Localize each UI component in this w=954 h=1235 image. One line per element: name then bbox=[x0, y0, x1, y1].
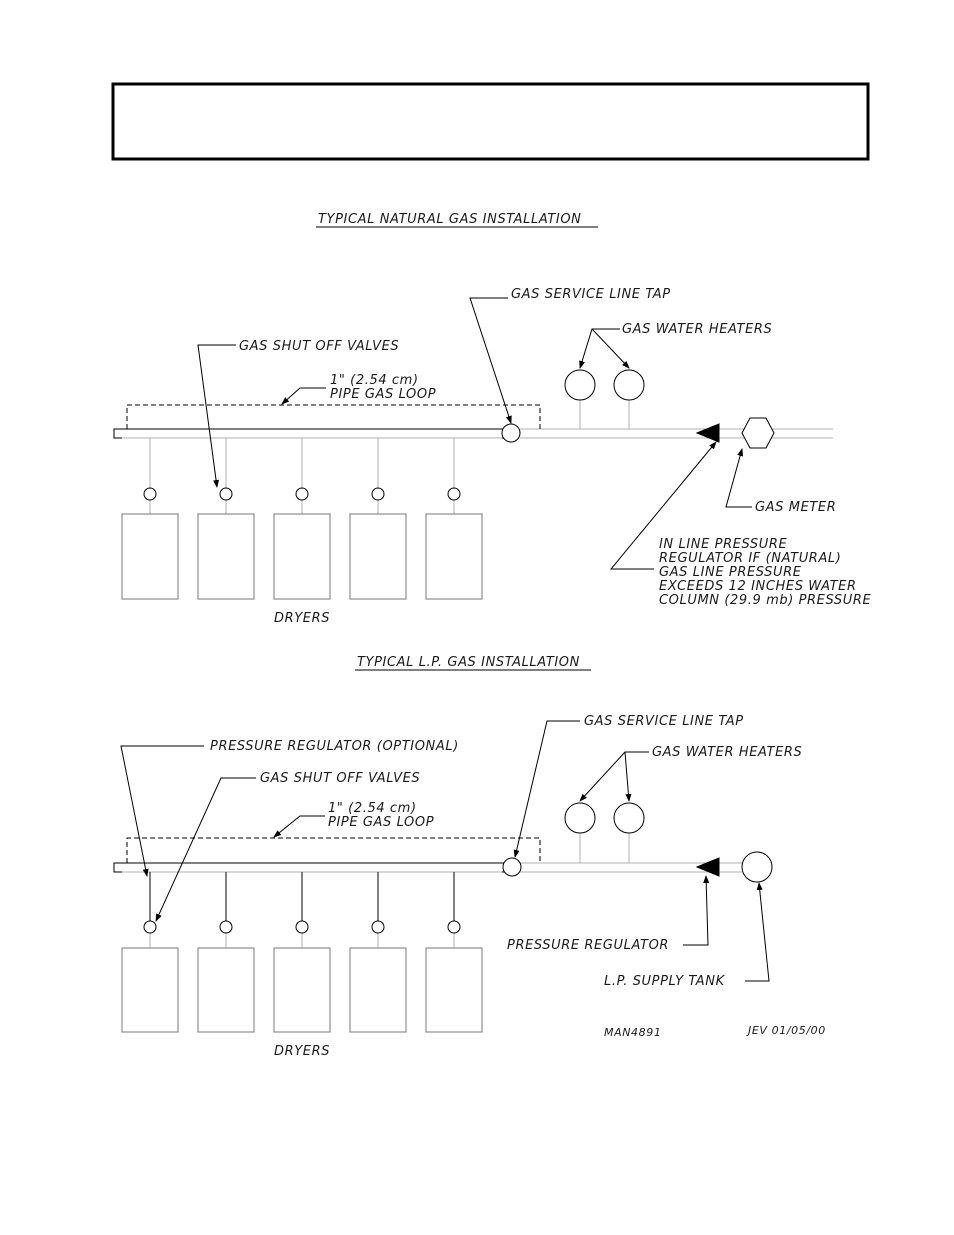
lp-pressure-reg-optional-leader bbox=[121, 746, 204, 876]
natural-shutoff-valve bbox=[220, 488, 232, 500]
lp-dryer bbox=[122, 948, 178, 1032]
natural-water-heater-2 bbox=[614, 370, 644, 400]
natural-water-heaters-label: GAS WATER HEATERS bbox=[622, 322, 773, 337]
lp-pressure-regulator bbox=[697, 858, 719, 876]
lp-dryer bbox=[274, 948, 330, 1032]
lp-dryer bbox=[426, 948, 482, 1032]
natural-gas-title: TYPICAL NATURAL GAS INSTALLATION bbox=[318, 212, 582, 227]
lp-dryer bbox=[350, 948, 406, 1032]
lp-heaters-leader-2 bbox=[625, 752, 629, 801]
natural-gas-section bbox=[114, 212, 871, 626]
natural-heaters-leader-1 bbox=[580, 329, 620, 368]
natural-service-tap-label: GAS SERVICE LINE TAP bbox=[511, 287, 671, 302]
natural-regulator-note-line: EXCEEDS 12 INCHES WATER bbox=[659, 579, 857, 594]
natural-water-heater-1 bbox=[565, 370, 595, 400]
lp-dryer bbox=[198, 948, 254, 1032]
lp-gas-title: TYPICAL L.P. GAS INSTALLATION bbox=[357, 655, 580, 670]
natural-regulator-note-line: GAS LINE PRESSURE bbox=[659, 565, 802, 580]
lp-pressure-reg-label: PRESSURE REGULATOR bbox=[507, 938, 670, 953]
natural-shutoff-valve bbox=[144, 488, 156, 500]
lp-service-tap-leader bbox=[515, 721, 580, 857]
lp-water-heater-1 bbox=[565, 803, 595, 833]
natural-pipe-size-label: 1" (2.54 cm) bbox=[330, 373, 419, 388]
lp-pressure-reg-leader bbox=[683, 876, 708, 945]
lp-pipe-loop-dashed bbox=[127, 838, 540, 863]
lp-service-tap-label: GAS SERVICE LINE TAP bbox=[584, 714, 744, 729]
natural-shutoff-valve bbox=[372, 488, 384, 500]
lp-supply-tank bbox=[742, 852, 772, 882]
lp-heaters-leader-1 bbox=[580, 752, 649, 801]
natural-regulator-note-line: COLUMN (29.9 mb) PRESSURE bbox=[659, 593, 872, 608]
natural-regulator-note-line: REGULATOR IF (NATURAL) bbox=[659, 551, 842, 566]
lp-supply-tank-leader bbox=[745, 883, 769, 981]
natural-dryer bbox=[274, 514, 330, 599]
lp-shutoff-valve bbox=[372, 921, 384, 933]
natural-dryer bbox=[350, 514, 406, 599]
lp-supply-tank-label: L.P. SUPPLY TANK bbox=[604, 974, 725, 989]
natural-shutoff-valve bbox=[296, 488, 308, 500]
natural-pipe-loop-label: PIPE GAS LOOP bbox=[330, 387, 437, 402]
natural-regulator-note-line: IN LINE PRESSURE bbox=[659, 537, 788, 552]
lp-shutoff-valve bbox=[296, 921, 308, 933]
natural-pipe-loop-dashed bbox=[127, 405, 540, 429]
natural-main-pipe bbox=[114, 429, 504, 438]
natural-dryers bbox=[122, 438, 482, 599]
header-frame bbox=[113, 84, 868, 159]
drawing-number: MAN4891 bbox=[604, 1026, 662, 1039]
natural-shutoff-valves-label: GAS SHUT OFF VALVES bbox=[239, 339, 400, 354]
lp-loop-leader bbox=[274, 816, 325, 837]
lp-service-tap bbox=[503, 858, 521, 876]
lp-shutoff-valves-label: GAS SHUT OFF VALVES bbox=[260, 771, 421, 786]
natural-shutoff-valve bbox=[448, 488, 460, 500]
lp-dryers-label: DRYERS bbox=[274, 1044, 331, 1059]
lp-water-heater-2 bbox=[614, 803, 644, 833]
lp-pressure-reg-optional-label: PRESSURE REGULATOR (OPTIONAL) bbox=[210, 739, 459, 754]
lp-shutoff-valve bbox=[144, 921, 156, 933]
lp-shutoff-valve bbox=[220, 921, 232, 933]
natural-dryer bbox=[122, 514, 178, 599]
lp-pipe-loop-label: PIPE GAS LOOP bbox=[328, 815, 435, 830]
lp-shutoff-leader bbox=[156, 778, 256, 921]
natural-gas-meter bbox=[742, 418, 774, 448]
natural-dryer bbox=[198, 514, 254, 599]
natural-inline-regulator bbox=[697, 424, 719, 442]
natural-loop-leader bbox=[282, 388, 326, 404]
lp-gas-section bbox=[114, 655, 802, 1059]
lp-dryers bbox=[122, 872, 482, 1032]
natural-dryers-label: DRYERS bbox=[274, 611, 331, 626]
natural-service-tap-leader bbox=[470, 298, 511, 423]
lp-main-pipe bbox=[114, 863, 504, 872]
natural-meter-leader bbox=[726, 449, 752, 507]
lp-pipe-size-label: 1" (2.54 cm) bbox=[328, 801, 417, 816]
lp-shutoff-valve bbox=[448, 921, 460, 933]
natural-dryer bbox=[426, 514, 482, 599]
revision-stamp: JEV 01/05/00 bbox=[748, 1024, 826, 1037]
natural-gas-meter-label: GAS METER bbox=[755, 500, 837, 515]
natural-service-tap bbox=[502, 424, 520, 442]
lp-water-heaters-label: GAS WATER HEATERS bbox=[652, 745, 803, 760]
natural-shutoff-leader bbox=[198, 345, 236, 487]
